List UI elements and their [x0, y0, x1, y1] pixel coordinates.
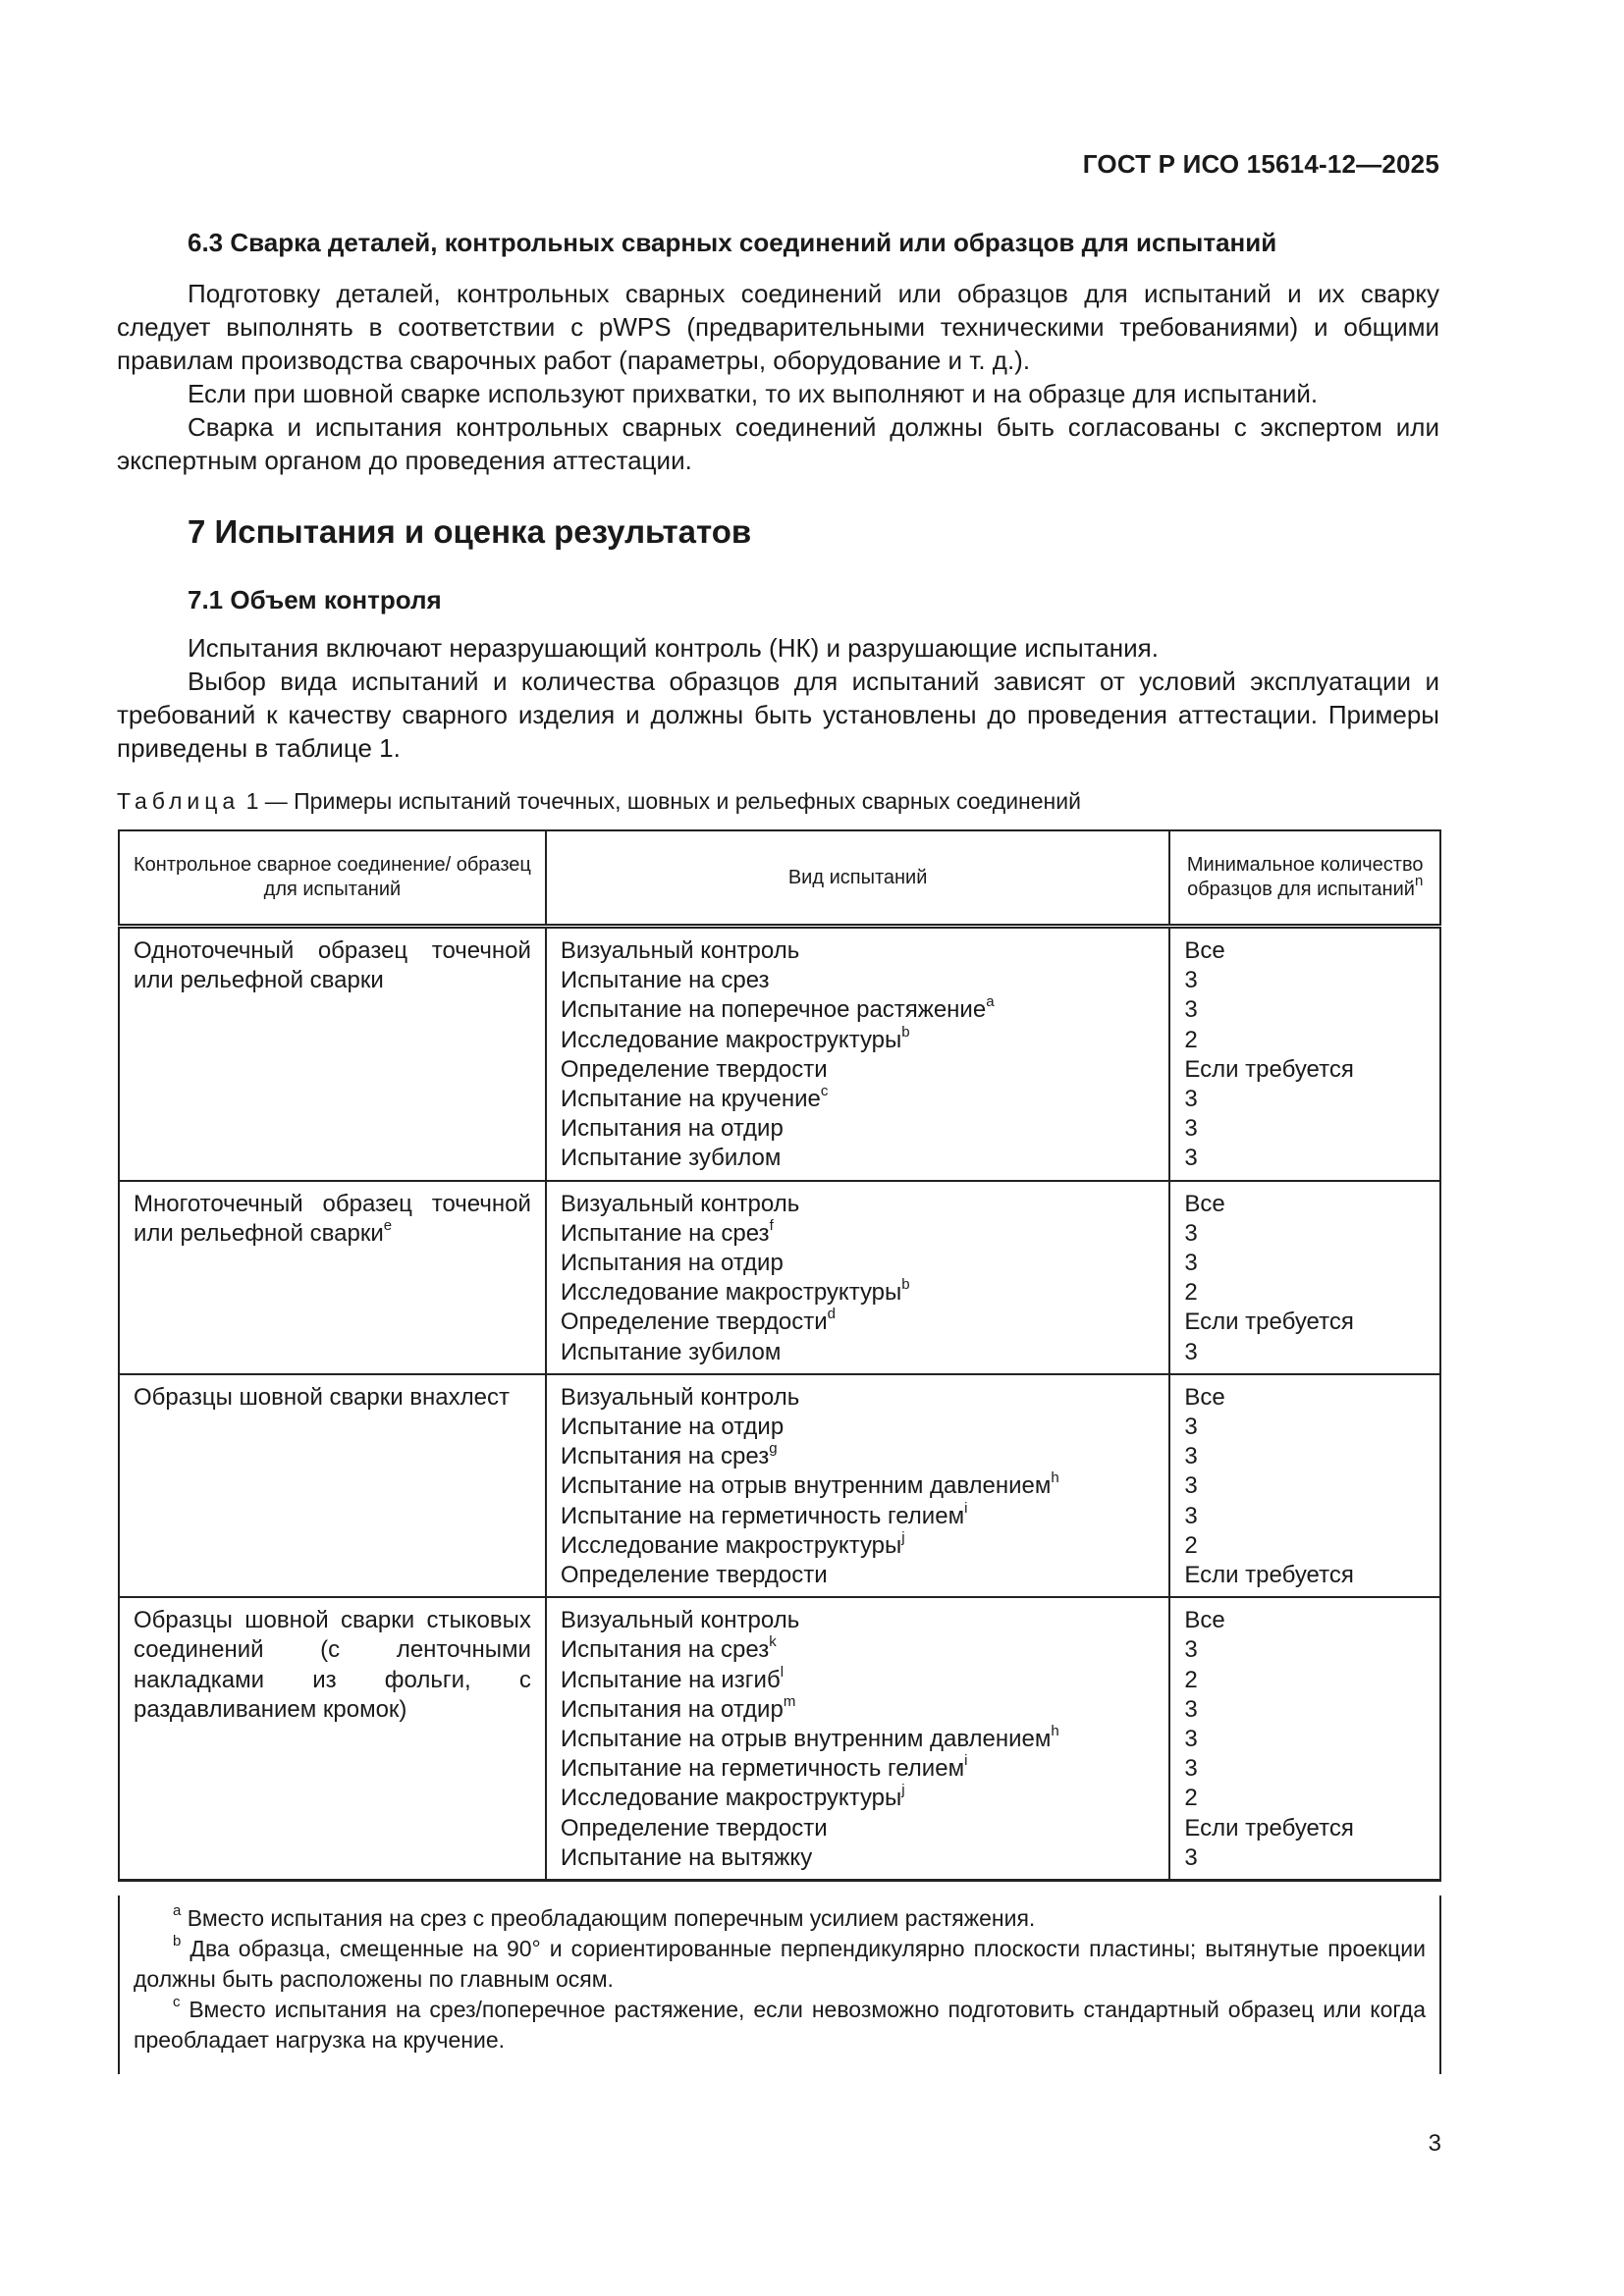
tests-cell: [546, 1181, 1169, 1374]
test-quantity: Все: [1184, 1190, 1225, 1217]
test-name: Испытание зубилом: [560, 1145, 782, 1172]
test-quantity: 3: [1184, 1502, 1198, 1529]
test-name: Испытание на отрыв внутренним давлением$^h$: [560, 1469, 1059, 1500]
test-quantity: 3: [1184, 1843, 1198, 1871]
test-name: Испытание на изгиб$^l$: [560, 1663, 785, 1693]
paragraph: Если при шовной сварке используют прихватки, то их выполняют и на образце для испытаний.: [188, 379, 1319, 408]
footnote-marker: b: [901, 1276, 910, 1294]
test-name: Испытания на отдир: [560, 1115, 784, 1143]
test-quantity: 3: [1184, 1115, 1198, 1143]
test-name: Визуальный контроль: [560, 1607, 800, 1634]
test-quantity: 3: [1184, 1145, 1198, 1172]
test-name: Испытание на герметичность гелием$^i$: [560, 1499, 968, 1529]
test-name: Определение твердости: [560, 1055, 828, 1083]
tests-cell: [546, 1597, 1169, 1880]
paragraph: Испытания включают неразрушающий контроль (НК) и разрушающие испытания.: [188, 633, 1159, 663]
test-quantity: 3: [1184, 1414, 1198, 1441]
test-quantity: Если требуется: [1184, 1814, 1354, 1842]
quantity-cell: [1169, 927, 1440, 1181]
tests-cell: [546, 1374, 1169, 1597]
test-quantity: Все: [1184, 1607, 1225, 1634]
test-quantity: 3: [1184, 1250, 1198, 1277]
table-caption-text: 1 — Примеры испытаний точечных, шовных и рельефных сварных соединений: [240, 788, 1081, 814]
quantity-cell: [1169, 1181, 1440, 1374]
specimen-cell: Образцы шовной сварки стыковых соединений (с ленточными накладками из фольги, с раздавливанием кромок): [119, 1597, 546, 1880]
footnote: $^b$ Два образца, смещенные на 90° и сориентированные перпендикулярно плоскости пластины; вытянутые проекции должны быть расположены по главным осям.: [134, 1933, 1426, 1992]
table-header-row: [119, 830, 1440, 927]
standard-code: ГОСТ Р ИСО 15614-12—2025: [1082, 149, 1439, 179]
paragraph: Сварка и испытания контрольных сварных соединений должны быть согласованы с экспертом или экспертным органом до проведения аттестации.: [117, 412, 1439, 475]
test-name: Визуальный контроль: [560, 1383, 800, 1411]
test-quantity: Если требуется: [1184, 1562, 1354, 1589]
section-7-1-body: [117, 631, 1439, 765]
test-name: Испытание на вытяжку: [560, 1843, 813, 1871]
footnote-marker: b: [901, 1023, 910, 1041]
tests-table: [118, 829, 1441, 1882]
section-6-3-body: [117, 277, 1439, 477]
paragraph: Подготовку деталей, контрольных сварных соединений или образцов для испытаний и их сварку следует выполнять в соответствии с pWPS (предварительными техническими требованиями) и общими правилам производства сварочных работ (параметры, оборудование и т. д.).: [117, 279, 1439, 375]
footnote-mark: c: [173, 1994, 181, 2011]
header-specimen: Контрольное сварное соединение/ образец для испытаний: [119, 830, 546, 927]
test-quantity: 3: [1184, 1726, 1198, 1753]
test-name: Испытание на отрыв внутренним давлением$^h$: [560, 1723, 1059, 1753]
footnote: $^c$ Вместо испытания на срез/поперечное растяжение, если невозможно подготовить стандартный образец или когда преобладает нагрузка на кручение.: [134, 1994, 1426, 2053]
test-name: Испытание на отдир: [560, 1414, 785, 1441]
header-test-type: Вид испытаний: [546, 830, 1169, 927]
test-quantity: 2: [1184, 1785, 1198, 1812]
table-caption: [117, 788, 1081, 815]
footnote-marker: h: [1051, 1469, 1059, 1487]
test-name: Испытания на отдир: [560, 1250, 784, 1277]
footnote-marker: c: [820, 1083, 829, 1100]
footnote-marker: f: [769, 1216, 774, 1234]
test-name: Испытание на срез$^f$: [560, 1216, 774, 1247]
test-quantity: Если требуется: [1184, 1055, 1354, 1083]
test-name: Определение твердости: [560, 1814, 828, 1842]
footnote-marker: j: [901, 1528, 905, 1546]
test-name: Исследование макроструктуры$^b$: [560, 1276, 910, 1307]
section-7-1-heading: 7.1 Объем контроля: [188, 585, 442, 614]
section-6-3-heading: 6.3 Сварка деталей, контрольных сварных соединений или образцов для испытаний: [188, 228, 1277, 257]
footnote-mark: a: [173, 1902, 182, 1920]
specimen-cell: Многоточечный образец точечной или рельефной сварки$^e$: [119, 1181, 546, 1374]
footnote-marker: e: [383, 1216, 393, 1234]
test-name: Исследование макроструктуры$^j$: [560, 1528, 905, 1559]
quantity-cell: [1169, 1374, 1440, 1597]
paragraph: Выбор вида испытаний и количества образцов для испытаний зависят от условий эксплуатации и требований к качеству сварного изделия и должны быть установлены до проведения аттестации. Примеры приведены в таблице 1.: [117, 667, 1439, 763]
test-name: Испытание зубилом: [560, 1338, 782, 1365]
specimen-cell: Образцы шовной сварки внахлест: [119, 1374, 546, 1597]
test-quantity: Если требуется: [1184, 1308, 1354, 1336]
test-quantity: 3: [1184, 1636, 1198, 1664]
footnote-marker: g: [769, 1440, 778, 1458]
specimen-cell: Одноточечный образец точечной или рельефной сварки: [119, 927, 546, 1181]
footnote-mark: b: [173, 1933, 182, 1950]
table-row: [119, 927, 1440, 1181]
footnote-marker: h: [1051, 1723, 1059, 1740]
table-caption-label: Таблица: [117, 788, 241, 814]
footnote-marker: n: [1414, 873, 1424, 890]
test-name: Испытание на кручение$^c$: [560, 1083, 829, 1113]
table-footnotes: [118, 1896, 1441, 2074]
footnote-marker: l: [780, 1663, 785, 1681]
test-name: Определение твердости$^d$: [560, 1306, 836, 1336]
test-quantity: 3: [1184, 967, 1198, 994]
test-quantity: 2: [1184, 1531, 1198, 1559]
test-quantity: 3: [1184, 1086, 1198, 1113]
test-name: Испытание на срез: [560, 967, 770, 994]
test-name: Испытание на герметичность гелием$^i$: [560, 1752, 968, 1783]
test-name: Испытания на отдир$^m$: [560, 1692, 796, 1723]
tests-cell: [546, 927, 1169, 1181]
table-row: [119, 1597, 1440, 1880]
test-quantity: 3: [1184, 1695, 1198, 1723]
footnote-marker: j: [901, 1782, 905, 1799]
test-quantity: 3: [1184, 1338, 1198, 1365]
footnote-marker: a: [986, 993, 995, 1011]
footnote-marker: d: [827, 1306, 836, 1323]
test-quantity: Все: [1184, 937, 1225, 964]
footnote-marker: i: [964, 1752, 968, 1770]
table-row: [119, 1374, 1440, 1597]
table-row: [119, 1181, 1440, 1374]
test-quantity: 3: [1184, 1443, 1198, 1470]
test-name: Исследование макроструктуры$^b$: [560, 1023, 910, 1053]
test-name: Испытания на срез$^k$: [560, 1633, 777, 1664]
test-quantity: 2: [1184, 1026, 1198, 1053]
test-name: Исследование макроструктуры$^j$: [560, 1782, 905, 1812]
test-quantity: 2: [1184, 1279, 1198, 1307]
footnote: $^a$ Вместо испытания на срез с преобладающим поперечным усилием растяжения.: [173, 1902, 1036, 1931]
footnote-marker: k: [769, 1633, 777, 1651]
test-quantity: 3: [1184, 1755, 1198, 1783]
test-quantity: 3: [1184, 1472, 1198, 1500]
test-quantity: 2: [1184, 1666, 1198, 1693]
footnote-marker: i: [964, 1499, 968, 1517]
test-quantity: Все: [1184, 1383, 1225, 1411]
test-quantity: 3: [1184, 1219, 1198, 1247]
page-number: 3: [1428, 2130, 1441, 2157]
test-name: Визуальный контроль: [560, 1190, 800, 1217]
quantity-cell: [1169, 1597, 1440, 1880]
test-name: Визуальный контроль: [560, 937, 800, 964]
footnote-marker: m: [783, 1692, 796, 1710]
test-name: Определение твердости: [560, 1562, 828, 1589]
test-name: Испытание на поперечное растяжение$^a$: [560, 993, 995, 1024]
test-name: Испытания на срез$^g$: [560, 1440, 778, 1470]
test-quantity: 3: [1184, 996, 1198, 1024]
section-7-heading: 7 Испытания и оценка результатов: [188, 513, 752, 550]
header-min-quantity: Минимальное количество образцов для испытаний$^n$: [1169, 830, 1440, 927]
